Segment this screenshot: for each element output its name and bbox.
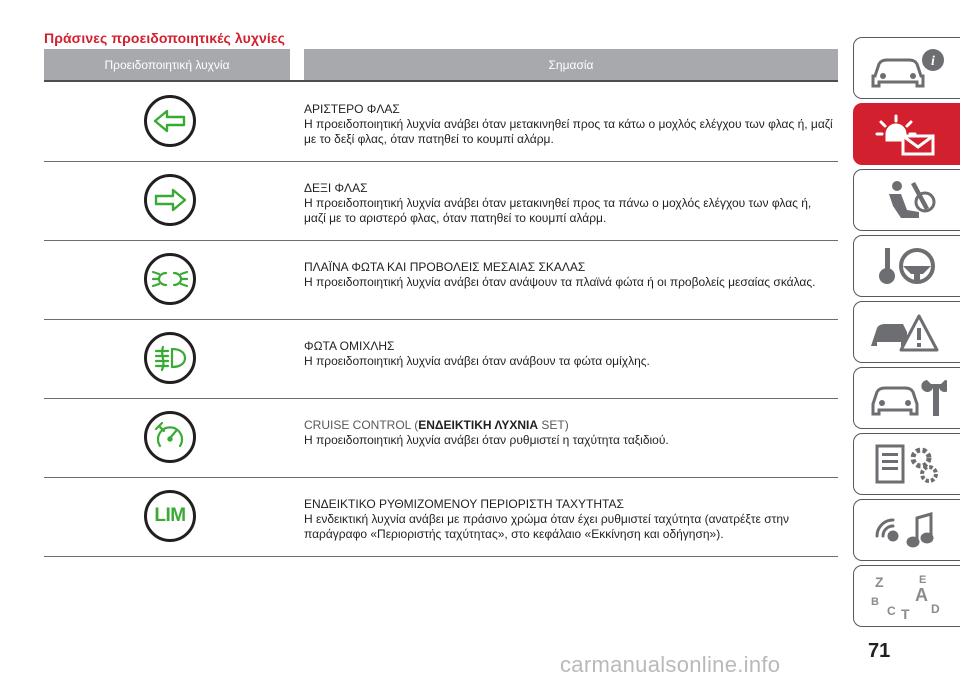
chapter-tab-safety[interactable] [853,169,960,231]
row-heading: ΕΝΔΕΙΚΤΙΚΟ ΡΥΘΜΙΖΟΜΕΝΟΥ ΠΕΡΙΟΡΙΣΤΗ ΤΑΧΥΤΗΤΑΣ [304,497,624,511]
warning-light-badge [144,253,196,305]
index-letter: A [915,585,928,605]
warning-light-badge [144,332,196,384]
chapter-tab-emergency[interactable] [853,301,960,363]
svg-text:i: i [931,54,935,69]
table-header [44,49,838,81]
table-row [44,477,838,557]
cruise-control-icon [154,422,186,452]
key-steering-wheel-icon [867,244,947,288]
column-header-warning-light: Προειδοποιητική λυχνία [44,49,290,81]
technical-data-gears-icon [867,442,947,486]
chapter-tab-multimedia[interactable] [853,499,960,561]
row-description: Η προειδοποιητική λυχνία ανάβει όταν ανάβουν τα φώτα ομίχλης. [304,354,650,368]
index-letter: B [871,596,879,608]
row-description: Η προειδοποιητική λυχνία ανάβει όταν μετακινηθεί προς τα πάνω ο μοχλός ελέγχου των φλας ή, μαζί με το αριστερό φλας, όταν πατηθεί το κουμπί αλάρμ. [304,196,812,225]
table-row [44,161,838,241]
chapter-tab-car-info[interactable] [853,37,960,99]
left-turn-arrow-icon [153,109,187,133]
speed-limiter-icon: LIM [154,505,186,526]
table-row [44,398,838,478]
index-letter: T [901,606,910,621]
row-heading: ΔΕΞΙ ΦΛΑΣ [304,181,368,195]
row-description: Η προειδοποιητική λυχνία ανάβει όταν ανάψουν τα πλαϊνά φώτα ή οι προβολείς μεσαίας σκάλας. [304,275,816,289]
watermark: carmanualsonline.info [560,652,781,677]
alphabetical-index-icon [867,571,947,621]
row-description: Η προειδοποιητική λυχνία ανάβει όταν μετακινηθεί προς τα κάτω ο μοχλός ελέγχου των φλας ή, μαζί με το δεξί φλας, όταν πατηθεί το κουμπί αλάρμ. [304,117,833,146]
car-maintenance-wrench-icon [867,376,947,420]
multimedia-music-icon [867,508,947,552]
car-info-icon [867,46,947,90]
fog-light-icon [152,345,188,371]
index-letter: E [919,574,927,586]
chapter-tab-starting-driving[interactable] [853,235,960,297]
index-letter: Z [875,574,884,590]
row-heading: ΑΡΙΣΤΕΡΟ ΦΛΑΣ [304,102,400,116]
chapter-tab-maintenance[interactable] [853,367,960,429]
side-lights-icon [151,267,189,291]
row-heading: ΠΛΑΪΝΑ ΦΩΤΑ ΚΑΙ ΠΡΟΒΟΛΕΙΣ ΜΕΣΑΙΑΣ ΣΚΑΛΑΣ [304,260,586,274]
row-description: Η προειδοποιητική λυχνία ανάβει όταν ρυθμιστεί η ταχύτητα ταξιδιού. [304,433,669,447]
warning-light-badge [144,174,196,226]
warning-light-badge [144,490,196,542]
page-number: 71 [868,640,891,662]
row-heading: CRUISE CONTROL (ΕΝΔΕΙΚΤΙΚΗ ΛΥΧΝΙΑ SET) [304,418,569,432]
emergency-warning-triangle-icon [867,310,947,354]
warning-light-badge [144,411,196,463]
chapter-tab-warning-lights[interactable] [853,103,960,165]
seat-airbag-icon [867,178,947,222]
table-row [44,319,838,399]
table-row [44,82,838,162]
index-letter: D [931,602,940,616]
index-letter: C [887,604,896,618]
chapter-tab-index[interactable] [853,565,960,627]
section-title: Πράσινες προειδοποιητικές λυχνίες [44,30,285,46]
warning-light-message-icon [867,112,947,156]
warning-light-badge [144,95,196,147]
column-header-meaning: Σημασία [304,49,838,81]
row-heading: ΦΩΤΑ ΟΜΙΧΛΗΣ [304,339,395,353]
table-row [44,240,838,320]
right-turn-arrow-icon [153,188,187,212]
row-description: Η ενδεικτική λυχνία ανάβει με πράσινο χρώμα όταν έχει ρυθμιστεί ταχύτητα (ανατρέξτε στην παράγραφο «Περιοριστής ταχύτητας», στο κεφάλαιο «Εκκίνηση και οδήγηση»). [304,512,790,541]
chapter-tab-technical-data[interactable] [853,433,960,495]
